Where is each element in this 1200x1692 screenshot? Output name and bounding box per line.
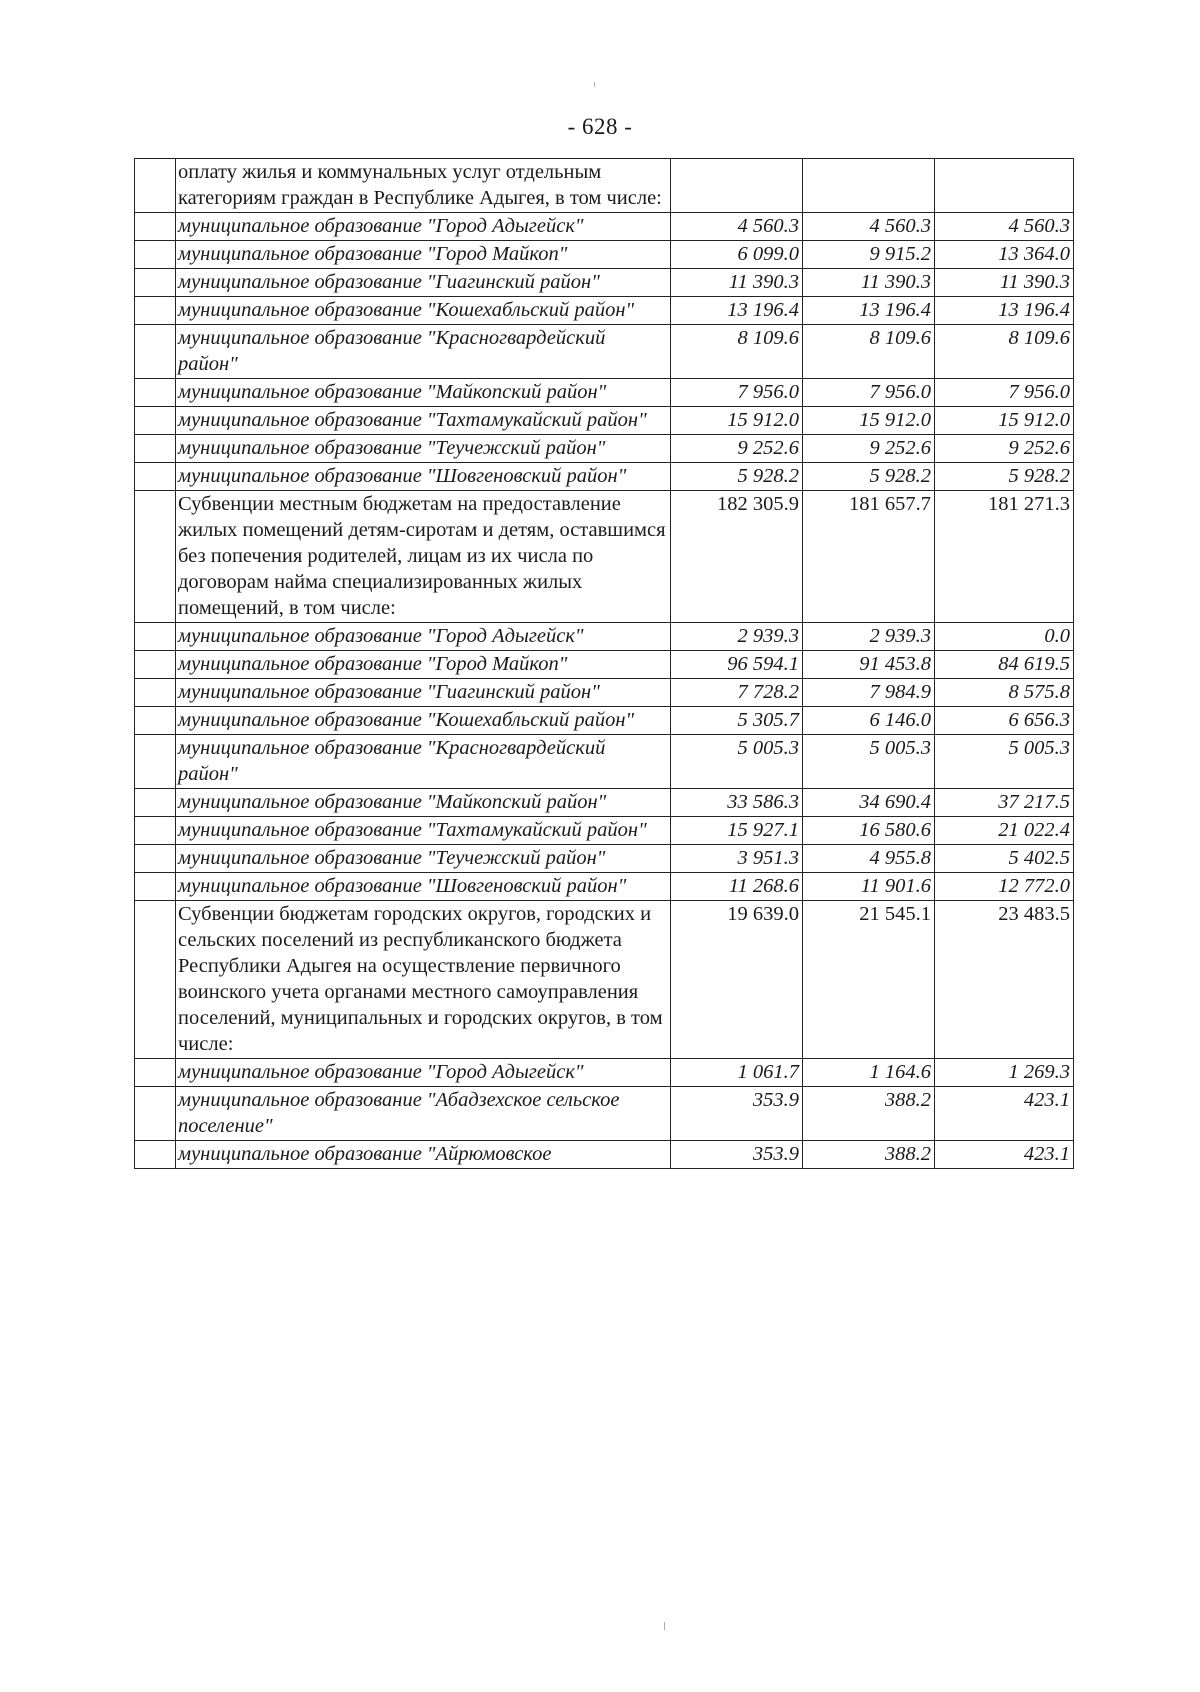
row-value-2-cell: 16 580.6 bbox=[803, 817, 935, 845]
row-number-cell bbox=[135, 269, 176, 297]
table-section-row bbox=[135, 901, 1074, 1059]
table-row bbox=[135, 213, 1074, 241]
table-body bbox=[135, 159, 1074, 1169]
row-number-cell bbox=[135, 213, 176, 241]
table-row bbox=[135, 789, 1074, 817]
table-row bbox=[135, 269, 1074, 297]
row-name-cell: муниципальное образование "Город Адыгейск" bbox=[176, 623, 671, 651]
row-number-cell bbox=[135, 325, 176, 379]
row-name-cell: муниципальное образование "Шовгеновский район" bbox=[176, 873, 671, 901]
row-value-1-cell: 15 927.1 bbox=[671, 817, 803, 845]
row-value-2-cell: 1 164.6 bbox=[803, 1059, 935, 1087]
table-row bbox=[135, 407, 1074, 435]
table-row bbox=[135, 435, 1074, 463]
row-value-1-cell: 13 196.4 bbox=[671, 297, 803, 325]
table-row bbox=[135, 651, 1074, 679]
row-name-cell: муниципальное образование "Красногвардейский район" bbox=[176, 325, 671, 379]
row-name-cell: муниципальное образование "Майкопский район" bbox=[176, 789, 671, 817]
row-value-2-cell: 9 915.2 bbox=[803, 241, 935, 269]
row-number-cell bbox=[135, 651, 176, 679]
row-value-2-cell: 4 955.8 bbox=[803, 845, 935, 873]
row-value-1-cell: 7 728.2 bbox=[671, 679, 803, 707]
row-number-cell bbox=[135, 407, 176, 435]
row-value-3-cell: 84 619.5 bbox=[935, 651, 1074, 679]
table-row bbox=[135, 241, 1074, 269]
row-value-3-cell: 1 269.3 bbox=[935, 1059, 1074, 1087]
row-number-cell bbox=[135, 789, 176, 817]
row-value-3-cell: 423.1 bbox=[935, 1087, 1074, 1141]
row-number-cell bbox=[135, 1087, 176, 1141]
table-row bbox=[135, 325, 1074, 379]
row-name-cell: муниципальное образование "Шовгеновский район" bbox=[176, 463, 671, 491]
row-value-1-cell: 2 939.3 bbox=[671, 623, 803, 651]
row-value-3-cell: 0.0 bbox=[935, 623, 1074, 651]
table-row bbox=[135, 817, 1074, 845]
table-row bbox=[135, 679, 1074, 707]
row-name-cell: муниципальное образование "Гиагинский район" bbox=[176, 679, 671, 707]
scan-mark bbox=[664, 1622, 665, 1630]
table-row bbox=[135, 623, 1074, 651]
row-value-1-cell: 96 594.1 bbox=[671, 651, 803, 679]
row-value-2-cell: 4 560.3 bbox=[803, 213, 935, 241]
row-value-1-cell: 3 951.3 bbox=[671, 845, 803, 873]
table-row bbox=[135, 1059, 1074, 1087]
row-value-2-cell: 11 901.6 bbox=[803, 873, 935, 901]
row-name-cell: муниципальное образование "Тахтамукайский район" bbox=[176, 407, 671, 435]
row-value-2-cell: 5 005.3 bbox=[803, 735, 935, 789]
row-value-2-cell: 11 390.3 bbox=[803, 269, 935, 297]
row-value-1-cell: 6 099.0 bbox=[671, 241, 803, 269]
row-value-1-cell: 5 305.7 bbox=[671, 707, 803, 735]
row-value-2-cell: 7 984.9 bbox=[803, 679, 935, 707]
row-value-1-cell: 7 956.0 bbox=[671, 379, 803, 407]
row-value-3-cell: 8 109.6 bbox=[935, 325, 1074, 379]
row-name-cell: Субвенции бюджетам городских округов, городских и сельских поселений из республиканского бюджета Республики Адыгея на осуществление первичного воинского учета органами местного самоуправления поселений, муниципальных и городских округов, в том числе: bbox=[176, 901, 671, 1059]
row-name-cell: муниципальное образование "Теучежский район" bbox=[176, 435, 671, 463]
row-value-2-cell: 181 657.7 bbox=[803, 491, 935, 623]
row-number-cell bbox=[135, 707, 176, 735]
row-value-3-cell: 13 364.0 bbox=[935, 241, 1074, 269]
row-value-3-cell: 23 483.5 bbox=[935, 901, 1074, 1059]
row-number-cell bbox=[135, 873, 176, 901]
table-section-row bbox=[135, 491, 1074, 623]
table-row bbox=[135, 379, 1074, 407]
row-value-3-cell: 181 271.3 bbox=[935, 491, 1074, 623]
row-value-1-cell: 8 109.6 bbox=[671, 325, 803, 379]
row-value-3-cell: 12 772.0 bbox=[935, 873, 1074, 901]
row-number-cell bbox=[135, 491, 176, 623]
row-number-cell bbox=[135, 845, 176, 873]
row-number-cell bbox=[135, 297, 176, 325]
row-value-2-cell: 388.2 bbox=[803, 1087, 935, 1141]
row-number-cell bbox=[135, 679, 176, 707]
row-value-1-cell: 19 639.0 bbox=[671, 901, 803, 1059]
page-number: - 628 - bbox=[567, 114, 633, 139]
row-value-1-cell: 5 005.3 bbox=[671, 735, 803, 789]
row-value-1-cell: 353.9 bbox=[671, 1141, 803, 1169]
row-value-1-cell: 1 061.7 bbox=[671, 1059, 803, 1087]
row-name-cell: муниципальное образование "Теучежский район" bbox=[176, 845, 671, 873]
table-row bbox=[135, 873, 1074, 901]
row-value-3-cell: 11 390.3 bbox=[935, 269, 1074, 297]
table-row bbox=[135, 735, 1074, 789]
row-value-1-cell: 33 586.3 bbox=[671, 789, 803, 817]
row-value-3-cell bbox=[935, 159, 1074, 213]
row-value-2-cell: 91 453.8 bbox=[803, 651, 935, 679]
row-value-3-cell: 37 217.5 bbox=[935, 789, 1074, 817]
row-name-cell: Субвенции местным бюджетам на предоставление жилых помещений детям-сиротам и детям, оставшимся без попечения родителей, лицам из их числа по договорам найма специализированных жилых помещений, в том числе: bbox=[176, 491, 671, 623]
row-name-cell: муниципальное образование "Город Адыгейск" bbox=[176, 1059, 671, 1087]
row-name-cell: муниципальное образование "Красногвардейский район" bbox=[176, 735, 671, 789]
row-value-2-cell: 6 146.0 bbox=[803, 707, 935, 735]
table-row bbox=[135, 845, 1074, 873]
row-value-1-cell: 11 268.6 bbox=[671, 873, 803, 901]
row-value-3-cell: 423.1 bbox=[935, 1141, 1074, 1169]
row-value-1-cell: 11 390.3 bbox=[671, 269, 803, 297]
budget-table bbox=[134, 158, 1074, 1169]
row-number-cell bbox=[135, 379, 176, 407]
row-name-cell: муниципальное образование "Гиагинский район" bbox=[176, 269, 671, 297]
row-value-3-cell: 5 005.3 bbox=[935, 735, 1074, 789]
row-value-3-cell: 13 196.4 bbox=[935, 297, 1074, 325]
row-value-3-cell: 4 560.3 bbox=[935, 213, 1074, 241]
table-row bbox=[135, 1141, 1074, 1169]
row-value-1-cell: 182 305.9 bbox=[671, 491, 803, 623]
row-name-cell: муниципальное образование "Кошехабльский район" bbox=[176, 297, 671, 325]
row-name-cell: муниципальное образование "Абадзехское сельское поселение" bbox=[176, 1087, 671, 1141]
row-number-cell bbox=[135, 901, 176, 1059]
row-number-cell bbox=[135, 623, 176, 651]
row-value-3-cell: 9 252.6 bbox=[935, 435, 1074, 463]
row-number-cell bbox=[135, 1059, 176, 1087]
row-value-1-cell bbox=[671, 159, 803, 213]
table-row bbox=[135, 1087, 1074, 1141]
row-name-cell: оплату жилья и коммунальных услуг отдельным категориям граждан в Республике Адыгея, в том числе: bbox=[176, 159, 671, 213]
row-value-3-cell: 7 956.0 bbox=[935, 379, 1074, 407]
row-value-2-cell: 21 545.1 bbox=[803, 901, 935, 1059]
row-value-2-cell: 2 939.3 bbox=[803, 623, 935, 651]
row-value-1-cell: 353.9 bbox=[671, 1087, 803, 1141]
row-value-2-cell: 8 109.6 bbox=[803, 325, 935, 379]
row-value-2-cell: 13 196.4 bbox=[803, 297, 935, 325]
row-value-2-cell: 15 912.0 bbox=[803, 407, 935, 435]
row-name-cell: муниципальное образование "Кошехабльский район" bbox=[176, 707, 671, 735]
row-number-cell bbox=[135, 463, 176, 491]
row-number-cell bbox=[135, 435, 176, 463]
row-value-3-cell: 21 022.4 bbox=[935, 817, 1074, 845]
row-value-2-cell: 9 252.6 bbox=[803, 435, 935, 463]
row-value-1-cell: 15 912.0 bbox=[671, 407, 803, 435]
row-value-3-cell: 5 928.2 bbox=[935, 463, 1074, 491]
row-value-1-cell: 4 560.3 bbox=[671, 213, 803, 241]
row-number-cell bbox=[135, 1141, 176, 1169]
row-name-cell: муниципальное образование "Город Майкоп" bbox=[176, 651, 671, 679]
row-value-2-cell bbox=[803, 159, 935, 213]
table-row bbox=[135, 297, 1074, 325]
row-value-3-cell: 15 912.0 bbox=[935, 407, 1074, 435]
row-number-cell bbox=[135, 735, 176, 789]
row-name-cell: муниципальное образование "Тахтамукайский район" bbox=[176, 817, 671, 845]
table-section-row bbox=[135, 159, 1074, 213]
table-row bbox=[135, 707, 1074, 735]
row-name-cell: муниципальное образование "Айрюмовское bbox=[176, 1141, 671, 1169]
row-number-cell bbox=[135, 817, 176, 845]
row-value-3-cell: 6 656.3 bbox=[935, 707, 1074, 735]
row-value-3-cell: 5 402.5 bbox=[935, 845, 1074, 873]
row-value-1-cell: 5 928.2 bbox=[671, 463, 803, 491]
table-row bbox=[135, 463, 1074, 491]
row-value-2-cell: 388.2 bbox=[803, 1141, 935, 1169]
row-value-1-cell: 9 252.6 bbox=[671, 435, 803, 463]
row-name-cell: муниципальное образование "Город Майкоп" bbox=[176, 241, 671, 269]
row-name-cell: муниципальное образование "Город Адыгейск" bbox=[176, 213, 671, 241]
row-number-cell bbox=[135, 159, 176, 213]
row-name-cell: муниципальное образование "Майкопский район" bbox=[176, 379, 671, 407]
row-value-2-cell: 7 956.0 bbox=[803, 379, 935, 407]
scan-mark bbox=[594, 82, 595, 87]
row-value-2-cell: 5 928.2 bbox=[803, 463, 935, 491]
row-value-2-cell: 34 690.4 bbox=[803, 789, 935, 817]
row-number-cell bbox=[135, 241, 176, 269]
row-value-3-cell: 8 575.8 bbox=[935, 679, 1074, 707]
